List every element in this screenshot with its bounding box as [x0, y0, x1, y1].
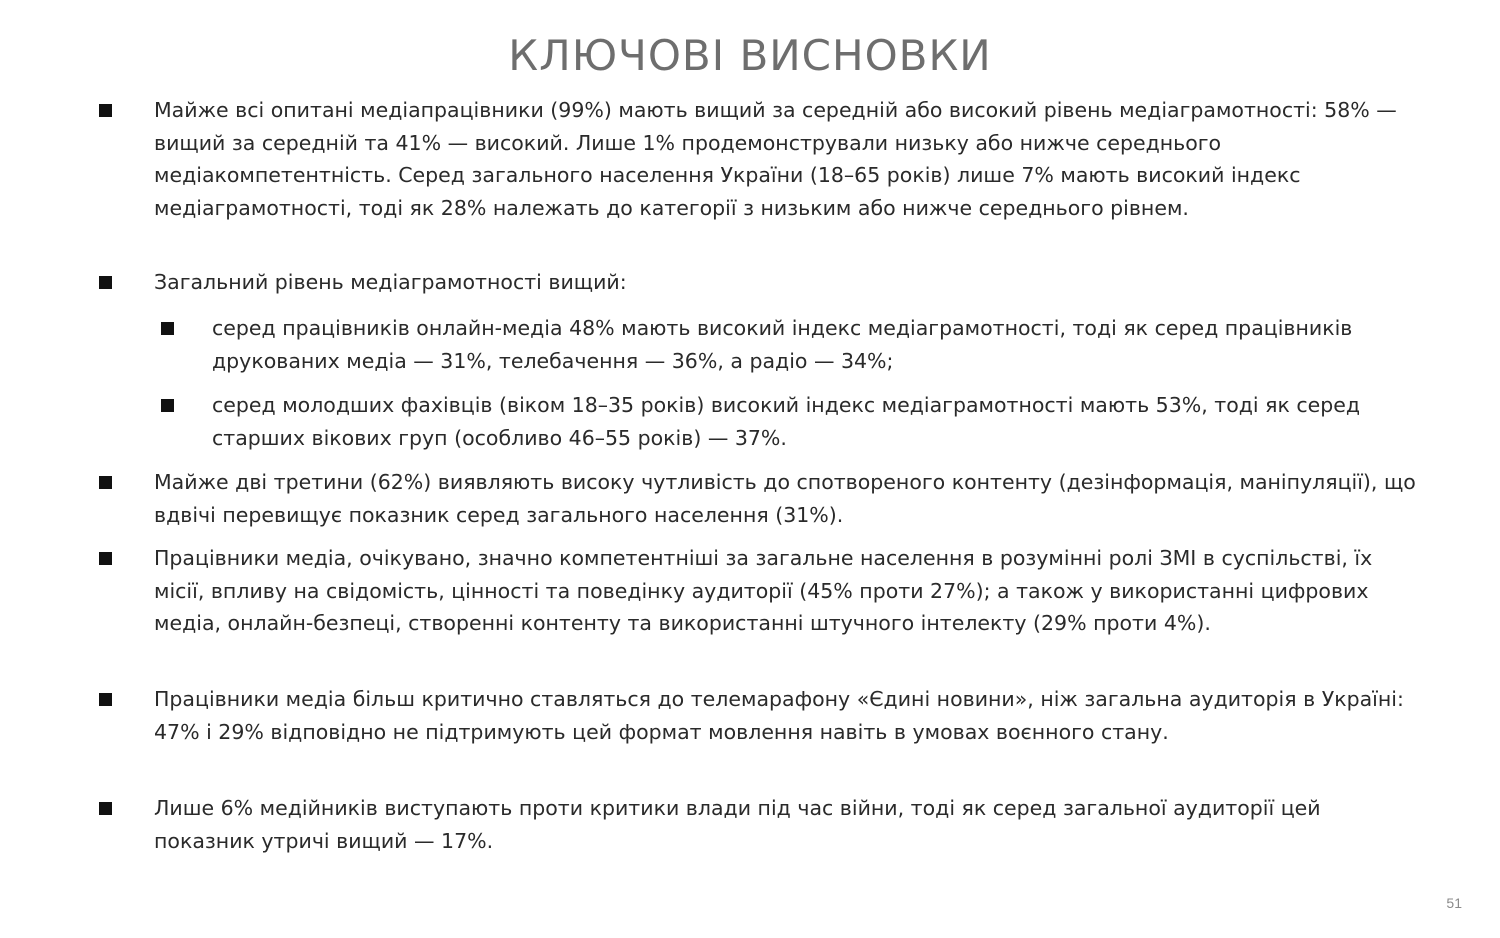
bullet-text: Лише 6% медійників виступають проти критики влади під час війни, тоді як серед загальної аудиторії цей показник утричі вищий — 17%.: [154, 796, 1321, 853]
bullet-item-1: [154, 94, 1416, 224]
page-number: 51: [1446, 895, 1462, 911]
sub-bullet-item-1: [212, 312, 1416, 377]
sub-bullet-item-2: [212, 389, 1416, 454]
square-bullet-icon: [99, 802, 112, 815]
square-bullet-icon: [99, 104, 112, 117]
square-bullet-icon: [99, 476, 112, 489]
square-bullet-icon: [161, 322, 174, 335]
bullet-text: Працівники медіа більш критично ставляться до телемарафону «Єдині новини», ніж загальна аудиторія в Україні: 47% і 29% відповідно не підтримують цей формат мовлення навіть в умовах воєнного стану.: [154, 687, 1404, 744]
bullet-text: Працівники медіа, очікувано, значно компетентніші за загальне населення в розумінні ролі ЗМІ в суспільстві, їх місії, впливу на свідомість, цінності та поведінку аудиторії (45% проти 27%); а також у використанні цифрових медіа, онлайн-безпеці, створенні контенту та використанні штучного інтелекту (29% проти 4%).: [154, 546, 1373, 635]
bullet-text: Загальний рівень медіаграмотності вищий:: [154, 270, 627, 294]
bullet-item-4: [154, 542, 1416, 640]
square-bullet-icon: [99, 552, 112, 565]
bullet-text: Майже дві третини (62%) виявляють високу чутливість до спотвореного контенту (дезінформація, маніпуляції), що вдвічі перевищує показник серед загального населення (31%).: [154, 470, 1416, 527]
bullet-item-2: [154, 266, 1416, 299]
square-bullet-icon: [99, 276, 112, 289]
bullet-text: Майже всі опитані медіапрацівники (99%) мають вищий за середній або високий рівень медіаграмотності: 58% — вищий за середній та 41% — високий. Лише 1% продемонстрували низьку або нижче середнього медіакомпетентність. Серед загального населення України (18–65 років) лише 7% мають високий індекс медіаграмотності, тоді як 28% належать до категорії з низьким або нижче середнього рівнем.: [154, 98, 1397, 220]
square-bullet-icon: [99, 693, 112, 706]
slide-title: КЛЮЧОВІ ВИСНОВКИ: [508, 31, 992, 80]
bullet-item-5: [154, 683, 1416, 748]
square-bullet-icon: [161, 399, 174, 412]
bullet-item-3: [154, 466, 1416, 531]
bullet-text: серед працівників онлайн-медіа 48% мають високий індекс медіаграмотності, тоді як серед працівників друкованих медіа — 31%, телебачення — 36%, а радіо — 34%;: [212, 316, 1353, 373]
bullet-item-6: [154, 792, 1416, 857]
bullet-text: серед молодших фахівців (віком 18–35 років) високий індекс медіаграмотності мають 53%, тоді як серед старших вікових груп (особливо 46–55 років) — 37%.: [212, 393, 1361, 450]
